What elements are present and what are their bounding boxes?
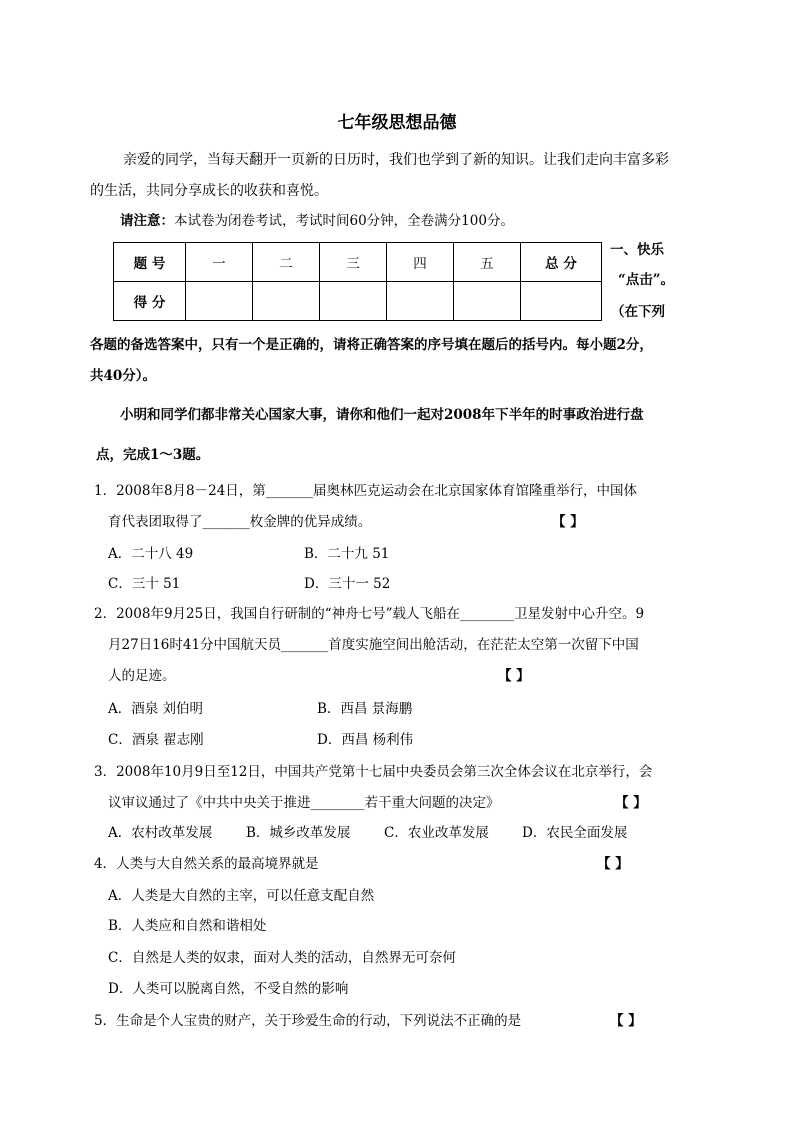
- option: D．三十一 52: [304, 576, 391, 592]
- question-2-line: 2．2008年9月25日，我国自行研制的“神舟七号”载人飞船在________卫星发射中心升空。9: [94, 606, 645, 622]
- table-cell: 得 分: [114, 282, 186, 321]
- question-5-line: 5．生命是个人宝贵的财产，关于珍爱生命的行动，下列说法不正确的是: [94, 1013, 522, 1029]
- option: B．西昌 景海鹏: [317, 701, 413, 717]
- option: D．农民全面发展: [522, 825, 628, 841]
- option: D．西昌 杨利伟: [317, 732, 414, 748]
- option: B．二十九 51: [304, 546, 390, 562]
- table-cell: 题 号: [114, 243, 186, 282]
- question-4-line: 4．人类与大自然关系的最高境界就是: [94, 856, 319, 872]
- page-title: 七年级思想品德: [337, 113, 457, 133]
- answer-bracket[interactable]: 【 】: [615, 795, 647, 811]
- score-input-cell[interactable]: [186, 282, 253, 321]
- option: C．酒泉 翟志刚: [108, 732, 204, 748]
- score-table: [113, 242, 602, 321]
- score-table-header-row: [114, 243, 602, 282]
- group-intro: 点，完成1～3题。: [96, 447, 210, 463]
- section-heading: （在下列: [611, 304, 665, 320]
- section-instruction: 共40分）。: [90, 368, 157, 384]
- answer-bracket[interactable]: 【 】: [552, 514, 584, 530]
- question-3-line: 3．2008年10月9日至12日，中国共产党第十七届中央委员会第三次全体会议在北京举行，会: [94, 764, 653, 780]
- question-2-line: 人的足迹。: [108, 668, 176, 684]
- answer-bracket[interactable]: 【 】: [498, 668, 530, 684]
- table-cell: 二: [253, 243, 320, 282]
- option: C．三十 51: [108, 576, 181, 592]
- score-input-cell[interactable]: [521, 282, 602, 321]
- score-input-cell[interactable]: [253, 282, 320, 321]
- question-1-line: 育代表团取得了_______枚金牌的优异成绩。: [108, 514, 372, 530]
- option: C．农业改革发展: [384, 825, 489, 841]
- score-input-cell[interactable]: [454, 282, 521, 321]
- score-input-cell[interactable]: [387, 282, 454, 321]
- table-cell: 三: [320, 243, 387, 282]
- question-2-line: 月27日16时41分中国航天员_______首度实施空间出舱活动，在茫茫太空第一次留下中国: [108, 637, 639, 653]
- intro-line: 亲爱的同学，当每天翻开一页新的日历时，我们也学到了新的知识。让我们走向丰富多彩: [123, 152, 669, 168]
- option: A．二十八 49: [108, 546, 194, 562]
- answer-bracket[interactable]: 【 】: [597, 856, 629, 872]
- table-cell: 总 分: [521, 243, 602, 282]
- question-3-line: 议审议通过了《中共中央关于推进________若干重大问题的决定》: [108, 795, 500, 811]
- option: A．人类是大自然的主宰，可以任意支配自然: [108, 888, 375, 904]
- question-1-line: 1．2008年8月8－24日，第_______届奥林匹克运动会在北京国家体育馆隆重举行，中国体: [94, 483, 638, 499]
- group-intro: 小明和同学们都非常关心国家大事，请你和他们一起对2008年下半年的时事政治进行盘: [120, 407, 644, 423]
- option: A．酒泉 刘伯明: [108, 701, 204, 717]
- section-heading: 一、快乐: [610, 242, 664, 258]
- score-table-score-row: [114, 282, 602, 321]
- score-input-cell[interactable]: [320, 282, 387, 321]
- option: B．人类应和自然和谐相处: [108, 918, 267, 934]
- option: B．城乡改革发展: [246, 825, 351, 841]
- notice-label: 请注意：: [120, 213, 174, 229]
- section-instruction: 各题的备选答案中，只有一个是正确的，请将正确答案的序号填在题后的括号内。每小题2分，: [90, 337, 653, 353]
- table-cell: 一: [186, 243, 253, 282]
- option: D．人类可以脱离自然，不受自然的影响: [108, 981, 349, 997]
- notice-text: 本试卷为闭卷考试，考试时间60分钟，全卷满分100分。: [174, 213, 514, 229]
- intro-line: 的生活，共同分享成长的收获和喜悦。: [90, 183, 328, 199]
- section-heading: “点击”。: [618, 272, 675, 288]
- option: A．农村改革发展: [108, 825, 213, 841]
- notice: [120, 209, 514, 229]
- table-cell: 四: [387, 243, 454, 282]
- table-cell: 五: [454, 243, 521, 282]
- answer-bracket[interactable]: 【 】: [610, 1013, 642, 1029]
- option: C．自然是人类的奴隶，面对人类的活动，自然界无可奈何: [108, 950, 456, 966]
